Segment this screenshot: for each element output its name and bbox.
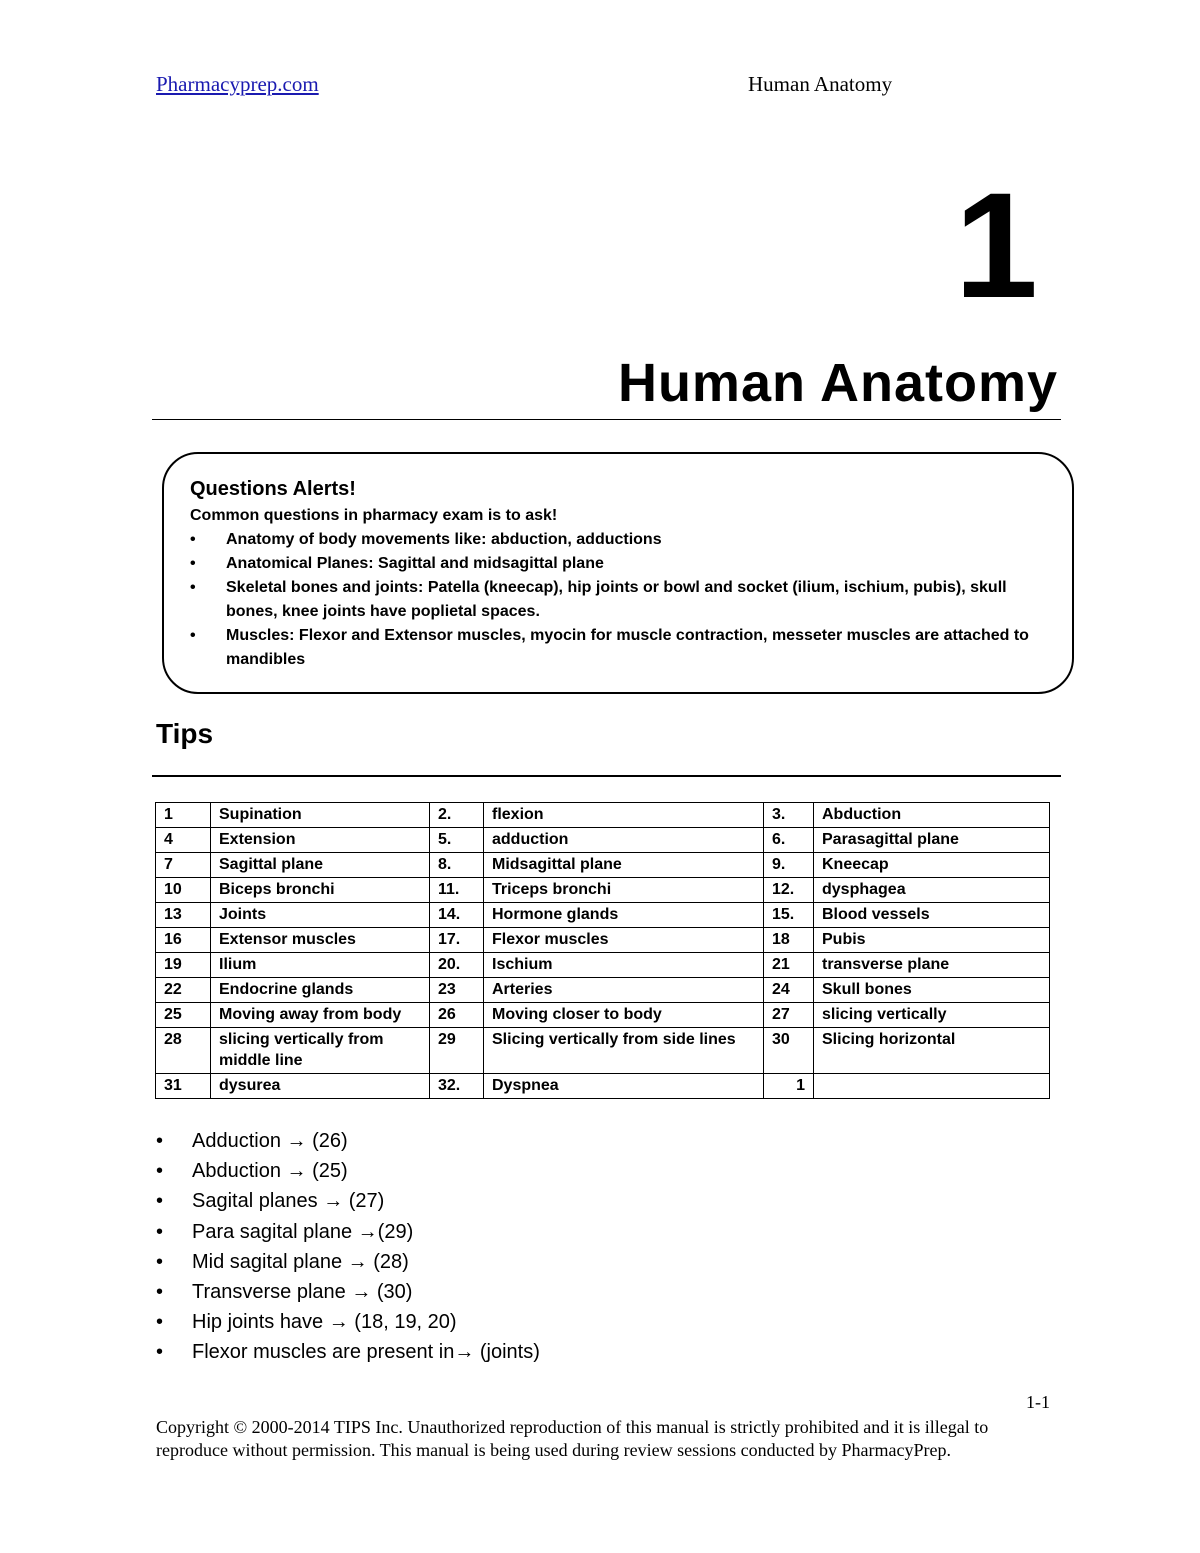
table-row xyxy=(156,853,1050,878)
answer-item: • Flexor muscles are present in→ (joints) xyxy=(156,1337,540,1367)
cell-num: 26 xyxy=(430,1003,484,1028)
table-row xyxy=(156,828,1050,853)
table-row xyxy=(156,803,1050,828)
cell-term: Arteries xyxy=(484,978,764,1003)
cell-num: 29 xyxy=(430,1028,484,1074)
cell-term: slicing vertically from middle line xyxy=(211,1028,430,1074)
cell-term: transverse plane xyxy=(814,953,1050,978)
cell-num: 30 xyxy=(764,1028,814,1074)
cell-term: Blood vessels xyxy=(814,903,1050,928)
cell-term: Supination xyxy=(211,803,430,828)
table-row xyxy=(156,1074,1050,1099)
bullet-icon: • xyxy=(190,555,196,572)
cell-term: Pubis xyxy=(814,928,1050,953)
alert-subtitle: Common questions in pharmacy exam is to ask! xyxy=(190,507,558,524)
cell-term: Endocrine glands xyxy=(211,978,430,1003)
title-divider xyxy=(152,419,1061,420)
table-row xyxy=(156,1028,1050,1074)
cell-term: Dyspnea xyxy=(484,1074,764,1099)
cell-num: 22 xyxy=(156,978,211,1003)
cell-term: Ilium xyxy=(211,953,430,978)
cell-num: 27 xyxy=(764,1003,814,1028)
table-row xyxy=(156,903,1050,928)
cell-term: Extensor muscles xyxy=(211,928,430,953)
cell-num: 13 xyxy=(156,903,211,928)
bullet-icon: • xyxy=(190,579,196,596)
cell-term: Moving closer to body xyxy=(484,1003,764,1028)
cell-num: 32. xyxy=(430,1074,484,1099)
alert-list xyxy=(190,528,1046,672)
questions-alert-box xyxy=(162,452,1074,694)
cell-num: 3. xyxy=(764,803,814,828)
cell-term: Parasagittal plane xyxy=(814,828,1050,853)
cell-num: 24 xyxy=(764,978,814,1003)
cell-num: 25 xyxy=(156,1003,211,1028)
cell-term: Flexor muscles xyxy=(484,928,764,953)
cell-num: 17. xyxy=(430,928,484,953)
alert-item: • Muscles: Flexor and Extensor muscles, myocin for muscle contraction, messeter muscles are attached to mandibles xyxy=(190,624,1046,672)
cell-term: Moving away from body xyxy=(211,1003,430,1028)
cell-term: dysphagea xyxy=(814,878,1050,903)
bullet-icon: • xyxy=(156,1130,164,1152)
copyright-notice: Copyright © 2000-2014 TIPS Inc. Unauthorized reproduction of this manual is strictly prohibited and it is illegal to reproduce without permission. This manual is being used during review sessions conducted by PharmacyPrep. xyxy=(156,1417,989,1460)
table-row xyxy=(156,878,1050,903)
cell-term: Hormone glands xyxy=(484,903,764,928)
table-row xyxy=(156,928,1050,953)
cell-num: 10 xyxy=(156,878,211,903)
cell-term: Triceps bronchi xyxy=(484,878,764,903)
answer-item: • Transverse plane → (30) xyxy=(156,1277,540,1307)
table-row xyxy=(156,978,1050,1003)
answer-item: • Adduction → (26) xyxy=(156,1126,540,1156)
cell-term: Slicing horizontal xyxy=(814,1028,1050,1074)
page-number: 1-1 xyxy=(1026,1392,1050,1412)
cell-num: 6. xyxy=(764,828,814,853)
table-row xyxy=(156,953,1050,978)
cell-num: 4 xyxy=(156,828,211,853)
answer-item: • Para sagital plane →(29) xyxy=(156,1217,540,1247)
alert-item: • Anatomy of body movements like: abduction, adductions xyxy=(190,528,1046,552)
cell-term: Extension xyxy=(211,828,430,853)
answer-item: • Sagital planes → (27) xyxy=(156,1186,540,1216)
cell-num: 7 xyxy=(156,853,211,878)
cell-num: 12. xyxy=(764,878,814,903)
answer-list xyxy=(156,1126,540,1368)
cell-term: Skull bones xyxy=(814,978,1050,1003)
cell-num: 19 xyxy=(156,953,211,978)
cell-term: Joints xyxy=(211,903,430,928)
header-title: Human Anatomy xyxy=(748,72,893,96)
cell-term: dysurea xyxy=(211,1074,430,1099)
bullet-icon: • xyxy=(156,1220,164,1243)
chapter-number: 1 xyxy=(954,161,1038,329)
bullet-icon: • xyxy=(156,1160,164,1183)
cell-term: flexion xyxy=(484,803,764,828)
cell-num: 5. xyxy=(430,828,484,853)
tips-table xyxy=(155,802,1050,1099)
bullet-icon: • xyxy=(190,627,196,644)
answer-item: • Mid sagital plane → (28) xyxy=(156,1247,540,1277)
cell-term: Abduction xyxy=(814,803,1050,828)
cell-num: 9. xyxy=(764,853,814,878)
bullet-icon: • xyxy=(156,1281,164,1304)
cell-term: Midsagittal plane xyxy=(484,853,764,878)
answer-item: • Abduction → (25) xyxy=(156,1156,540,1186)
cell-num: 8. xyxy=(430,853,484,878)
table-row xyxy=(156,1003,1050,1028)
alert-item: • Anatomical Planes: Sagittal and midsagittal plane xyxy=(190,552,1046,576)
bullet-icon: • xyxy=(156,1311,164,1334)
cell-term xyxy=(814,1074,1050,1099)
cell-num: 16 xyxy=(156,928,211,953)
cell-num: 14. xyxy=(430,903,484,928)
cell-num: 31 xyxy=(156,1074,211,1099)
cell-num: 1 xyxy=(764,1074,814,1099)
tips-divider xyxy=(152,775,1061,777)
header-site-link[interactable]: Pharmacyprep.com xyxy=(156,72,319,96)
alert-title: Questions Alerts! xyxy=(190,478,356,500)
cell-term: adduction xyxy=(484,828,764,853)
bullet-icon: • xyxy=(156,1250,164,1273)
cell-term: Ischium xyxy=(484,953,764,978)
cell-num: 21 xyxy=(764,953,814,978)
cell-num: 18 xyxy=(764,928,814,953)
tips-heading: Tips xyxy=(156,718,214,749)
bullet-icon: • xyxy=(156,1190,164,1213)
cell-term: Sagittal plane xyxy=(211,853,430,878)
cell-term: Slicing vertically from side lines xyxy=(484,1028,764,1074)
cell-term: Kneecap xyxy=(814,853,1050,878)
cell-num: 28 xyxy=(156,1028,211,1074)
cell-num: 15. xyxy=(764,903,814,928)
cell-term: Biceps bronchi xyxy=(211,878,430,903)
bullet-icon: • xyxy=(190,531,196,548)
cell-num: 23 xyxy=(430,978,484,1003)
answer-item: • Hip joints have → (18, 19, 20) xyxy=(156,1307,540,1337)
bullet-icon: • xyxy=(156,1341,164,1364)
cell-term: slicing vertically xyxy=(814,1003,1050,1028)
cell-num: 20. xyxy=(430,953,484,978)
chapter-title: Human Anatomy xyxy=(617,353,1058,413)
alert-item: • Skeletal bones and joints: Patella (kneecap), hip joints or bowl and socket (ilium, ischium, pubis), skull bones, knee joints have poplietal spaces. xyxy=(190,576,1046,624)
cell-num: 2. xyxy=(430,803,484,828)
cell-num: 1 xyxy=(156,803,211,828)
cell-num: 11. xyxy=(430,878,484,903)
